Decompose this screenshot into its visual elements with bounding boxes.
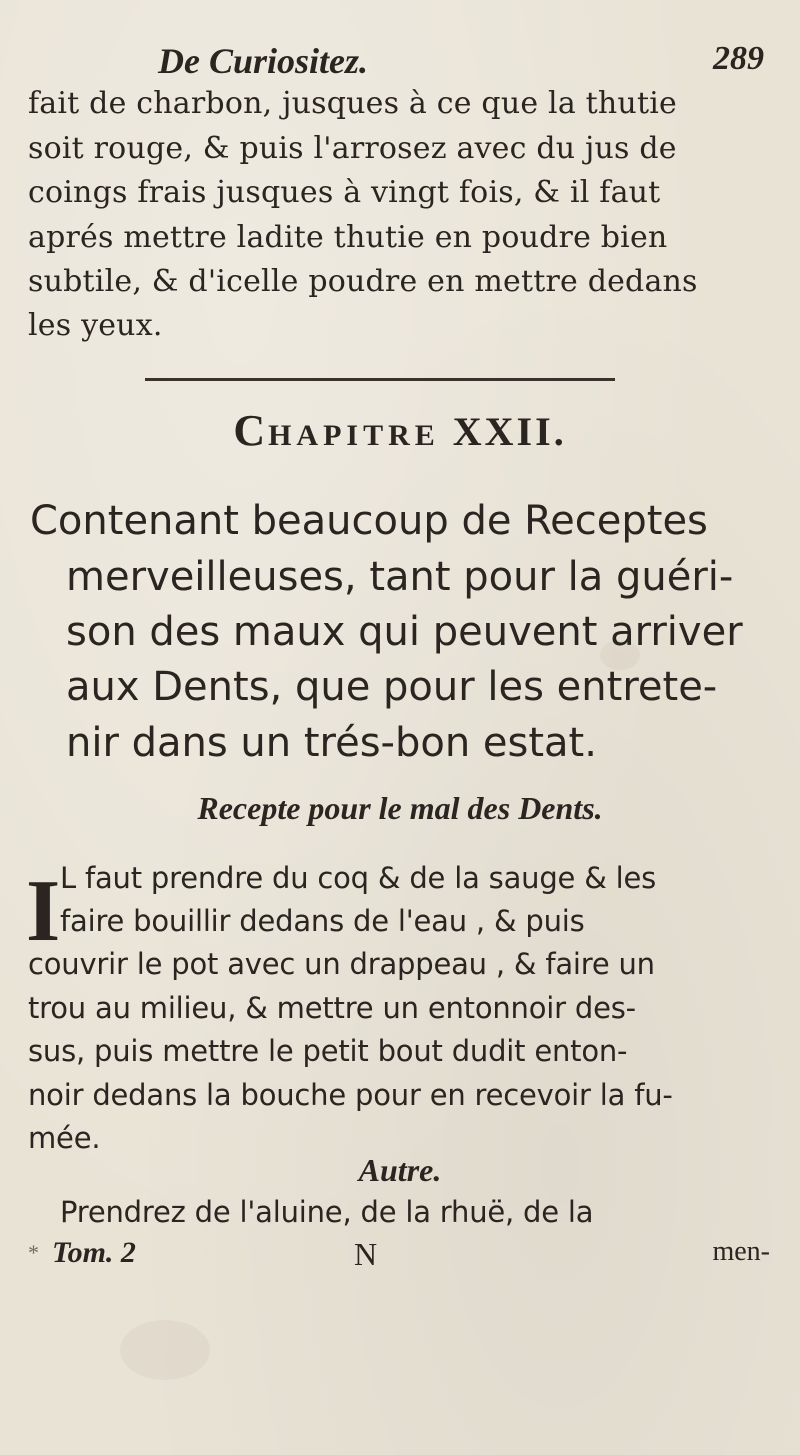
text-line: sus, puis mettre le petit bout dudit enton- (28, 1034, 628, 1068)
chapter-number: XXII. (452, 409, 567, 454)
section-divider (145, 378, 615, 381)
paper-stain (120, 1320, 210, 1380)
signature: Tom. 2 (52, 1236, 136, 1269)
chapter-heading-word: HAPITRE (268, 419, 440, 452)
page-footer (0, 1236, 800, 1280)
chapter-heading (0, 405, 800, 456)
chapter-heading-initial: C (233, 406, 269, 455)
text-line: faire bouillir dedans de l'eau , & puis (60, 904, 585, 938)
page-number: 289 (713, 40, 764, 77)
text-line: trou au milieu, & mettre un entonnoir des- (28, 991, 636, 1025)
chapter-title-line: Contenant beaucoup de Receptes (30, 498, 708, 544)
text-line: mée. (28, 1121, 101, 1155)
text-line: noir dedans la bouche pour en recevoir la fu- (28, 1078, 673, 1112)
text-line: soit rouge, & puis l'arrosez avec du jus de (28, 131, 677, 166)
text-line: subtile, & d'icelle poudre en mettre dedans (28, 264, 698, 299)
catchword: men- (712, 1236, 770, 1267)
text-line: couvrir le pot avec un drappeau , & faire un (28, 947, 655, 981)
running-title: De Curiositez. (158, 41, 369, 81)
autre-title: Autre. (358, 1152, 442, 1188)
gathering-mark: N (354, 1236, 378, 1272)
chapter-title-line: aux Dents, que pour les entrete- (66, 664, 718, 710)
text-line: L faut prendre du coq & de la sauge & les (60, 861, 657, 895)
chapter-title-line: nir dans un trés-bon estat. (66, 720, 597, 766)
text-line: coings frais jusques à vingt fois, & il faut (28, 175, 661, 210)
text-line: aprés mettre ladite thutie en poudre bien (28, 220, 668, 255)
page-header (0, 40, 800, 84)
recipe-title: Recepte pour le mal des Dents. (197, 790, 603, 826)
chapter-title-line: son des maux qui peuvent arriver (66, 609, 743, 655)
signature-mark: * (28, 1240, 39, 1265)
text-line: les yeux. (28, 308, 163, 343)
chapter-title-line: merveilleuses, tant pour la guéri- (66, 554, 734, 600)
text-line: Prendrez de l'aluine, de la rhuë, de la (60, 1195, 594, 1229)
text-line: fait de charbon, jusques à ce que la thutie (28, 86, 677, 121)
drop-cap: I (26, 863, 61, 960)
